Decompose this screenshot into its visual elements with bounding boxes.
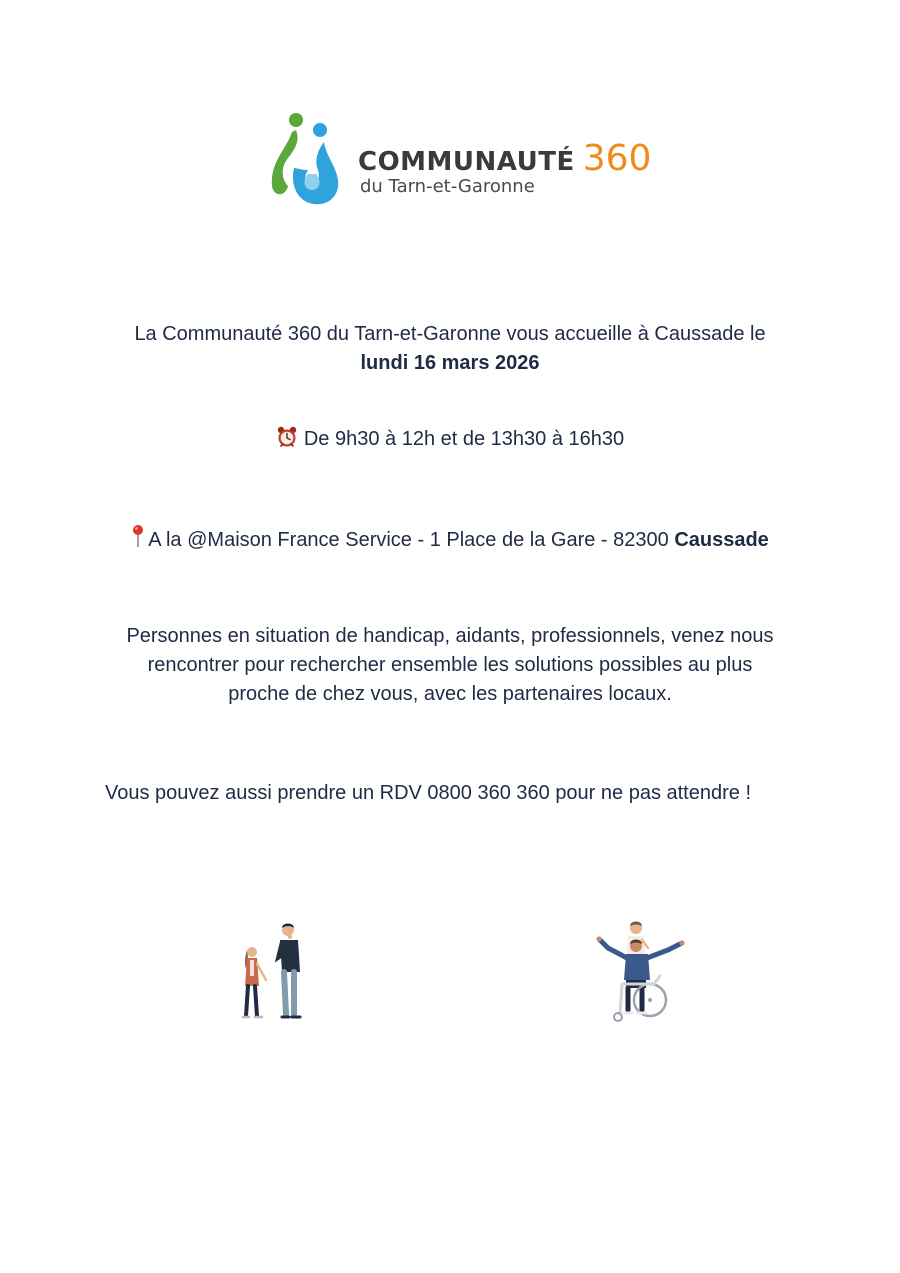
place-city: Caussade: [674, 529, 769, 551]
description-paragraph: [0, 622, 900, 709]
communaute-360-logo-icon: [268, 110, 344, 208]
wheelchair-user-illustration: [594, 918, 688, 1024]
logo-title-text: COMMUNAUTÉ: [358, 147, 575, 177]
round-pushpin-icon: [131, 524, 145, 548]
intro-paragraph: [0, 320, 900, 378]
intro-line: La Communauté 360 du Tarn-et-Garonne vous accueille à Caussade le: [134, 323, 766, 345]
description-line: proche de chez vous, avec les partenaires locaux.: [228, 683, 672, 705]
logo-subtitle: du Tarn-et-Garonne: [360, 176, 535, 197]
hours-line: [0, 425, 900, 454]
child-and-adult-illustration: [236, 920, 312, 1024]
logo: [268, 110, 652, 210]
alarm-clock-icon: [276, 426, 298, 448]
event-date: lundi 16 mars 2026: [360, 352, 540, 374]
description-line: Personnes en situation de handicap, aidants, professionnels, venez nous: [126, 625, 774, 647]
hours-text: De 9h30 à 12h et de 13h30 à 16h30: [303, 428, 625, 450]
logo-number: 360: [582, 138, 652, 179]
place-line: [0, 524, 900, 555]
description-line: rencontrer pour rechercher ensemble les solutions possibles au plus: [147, 654, 753, 676]
logo-title: [358, 138, 651, 179]
rdv-line: Vous pouvez aussi prendre un RDV 0800 360 360 pour ne pas attendre !: [105, 782, 752, 804]
place-text: A la @Maison France Service - 1 Place de la Gare - 82300: [148, 529, 675, 551]
